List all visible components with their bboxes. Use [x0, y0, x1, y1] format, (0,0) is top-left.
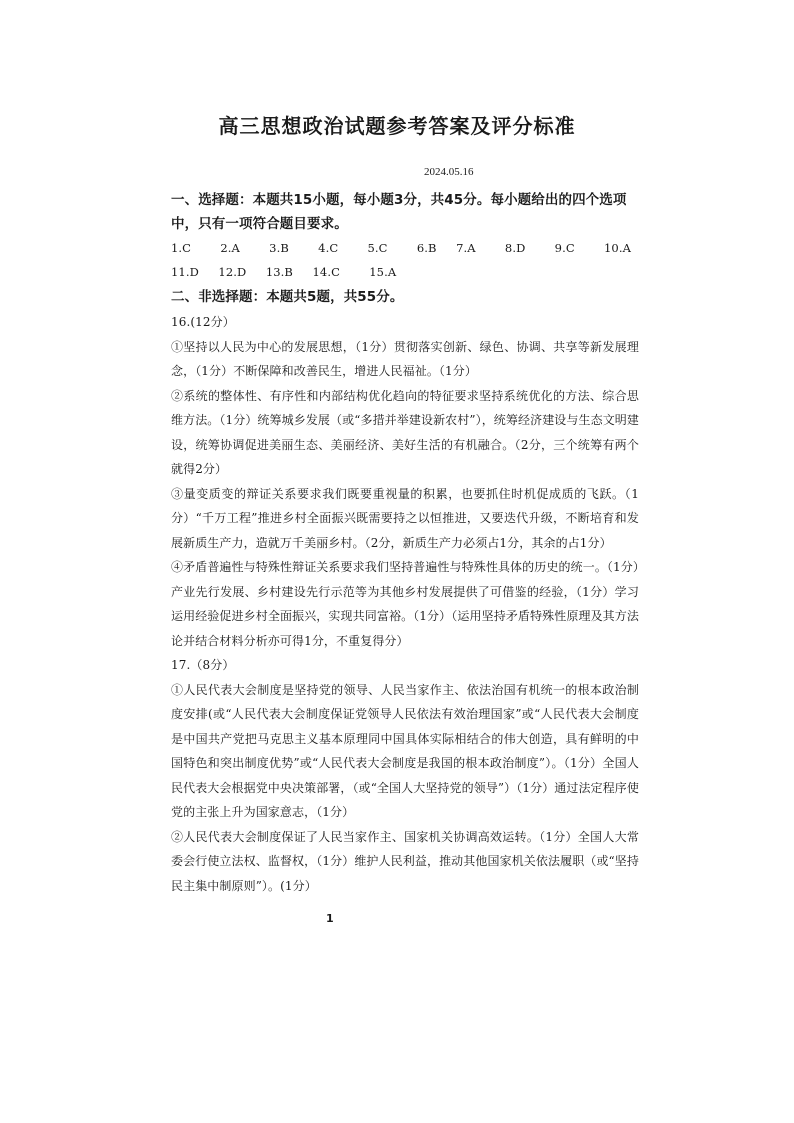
answers-row-1: 1.C 2.A 3.B 4.C 5.C 6.B 7.A 8.D 9.C 10.A	[171, 241, 632, 255]
exam-date: 2024.05.16	[424, 166, 474, 178]
section1-heading-line2: 中，只有一项符合题目要求。	[171, 216, 348, 232]
section1-heading	[171, 188, 639, 236]
q16-point-1: ①坚持以人民为中心的发展思想，（1分）贯彻落实创新、绿色、协调、共享等新发展理念，（1分）不断保障和改善民生，增进人民福祉。（1分）	[171, 339, 639, 378]
section1-heading-line1: 一、选择题：本题共15小题，每小题3分，共45分。每小题给出的四个选项	[171, 192, 627, 208]
q17-point-1: ①人民代表大会制度是坚持党的领导、人民当家作主、依法治国有机统一的根本政治制度安排(或“人民代表大会制度保证党领导人民依法有效治理国家”或“人民代表大会制度是中国共产党把马克思主义基本原理同中国具体实际相结合的伟大创造，具有鲜明的中国特色和突出制度优势”或“人民代表大会制度是我国的根本政治制度”）。（1分）全国人民代表大会根据党中央决策部署，（或“全国人大坚持党的领导”）（1分）通过法定程序使党的主张上升为国家意志，（1分）	[171, 682, 640, 819]
q16-point-3: ③量变质变的辩证关系要求我们既要重视量的积累，也要抓住时机促成质的飞跃。（1分）“千万工程”推进乡村全面振兴既需要持之以恒推进，又要迭代升级，不断培育和发展新质生产力，造就万千美丽乡村。（2分，新质生产力必须占1分，其余的占1分）	[171, 486, 639, 550]
q16-point-2: ②系统的整体性、有序性和内部结构优化趋向的特征要求坚持系统优化的方法、综合思维方法。（1分）统筹城乡发展（或“多措并举建设新农村”），统筹经济建设与生态文明建设，统筹协调促进美丽生态、美丽经济、美好生活的有机融合。（2分，三个统筹有两个就得2分）	[171, 388, 640, 476]
section2-heading: 二、非选择题：本题共5题，共55分。	[171, 289, 404, 305]
q16-label: 16.(12分）	[171, 315, 235, 329]
q17-point-2: ②人民代表大会制度保证了人民当家作主、国家机关协调高效运转。（1分）全国人大常委会行使立法权、监督权，（1分）维护人民利益，推动其他国家机关依法履职（或“坚持民主集中制原则”）。(1分）	[171, 829, 639, 893]
page-number: 1	[326, 912, 334, 925]
page-title: 高三思想政治试题参考答案及评分标准	[218, 114, 576, 138]
q17-label: 17.（8分）	[171, 658, 235, 672]
q16-point-4: ④矛盾普遍性与特殊性辩证关系要求我们坚持普遍性与特殊性具体的历史的统一。（1分）产业先行发展、乡村建设先行示范等为其他乡村发展提供了可借鉴的经验，（1分）学习运用经验促进乡村全面振兴，实现共同富裕。（1分）（运用坚持矛盾特殊性原理及其方法论并结合材料分析亦可得1分，不重复得分）	[171, 560, 639, 648]
answers-row-2: 11.D 12.D 13.B 14.C 15.A	[171, 265, 397, 279]
non-choice-answers	[171, 310, 639, 898]
